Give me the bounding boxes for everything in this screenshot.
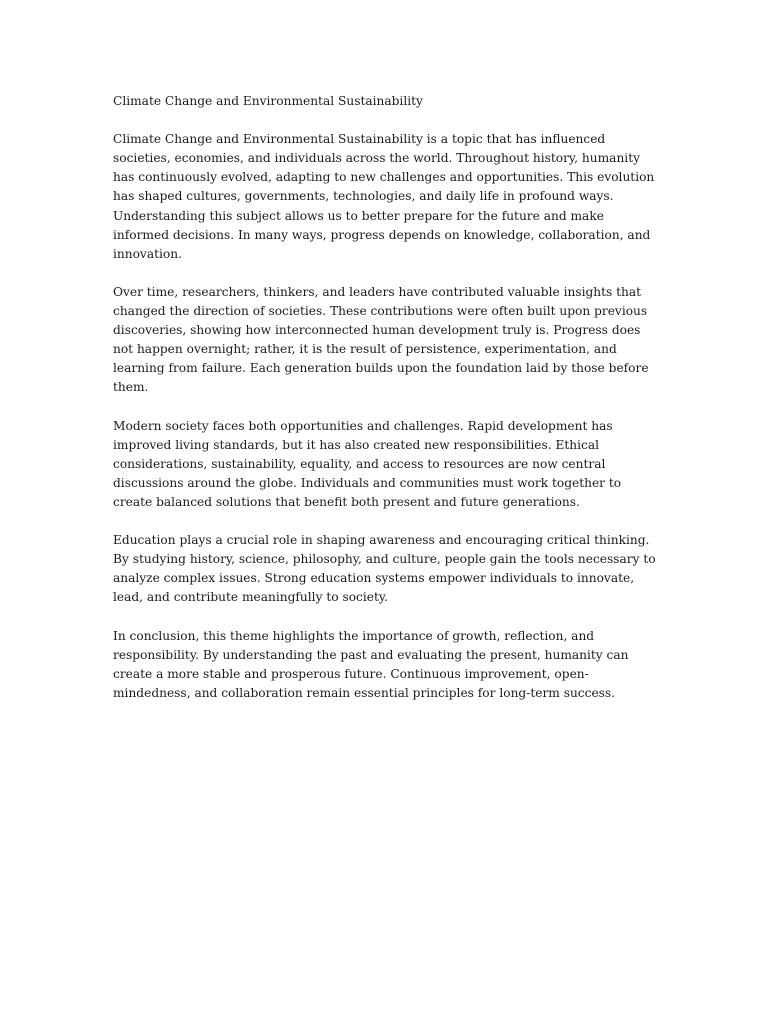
paragraph-introduction: Climate Change and Environmental Sustainability is a topic that has influenced societies, economies, and individuals across the world. Throughout history, humanity has continuously evolved, adapting to new challenges and opportunities. This evolution has shaped cultures, governments, technologies, and daily life in profound ways. Understanding this subject allows us to better prepare for the future and make informed decisions. In many ways, progress depends on knowledge, collaboration, and innovation. <box>113 132 655 261</box>
document-title: Climate Change and Environmental Sustainability <box>113 94 423 108</box>
paragraph-conclusion: In conclusion, this theme highlights the importance of growth, reflection, and responsibility. By understanding the past and evaluating the present, humanity can create a more stable and prosperous future. Continuous improvement, open-mindedness, and collaboration remain essential principles for long-term success. <box>113 628 629 700</box>
paragraph-modern-society: Modern society faces both opportunities and challenges. Rapid development has improved living standards, but it has also created new responsibilities. Ethical considerations, sustainability, equality, and access to resources are now central discussions around the globe. Individuals and communities must work together to create balanced solutions that benefit both present and future generations. <box>113 418 622 509</box>
paragraph-education: Education plays a crucial role in shaping awareness and encouraging critical thinking. By studying history, science, philosophy, and culture, people gain the tools necessary to analyze complex issues. Strong education systems empower individuals to innovate, lead, and contribute meaningfully to society. <box>113 533 656 605</box>
document-body <box>113 92 658 722</box>
paragraph-contributions: Over time, researchers, thinkers, and leaders have contributed valuable insights that changed the direction of societies. These contributions were often built upon previous discoveries, showing how interconnected human development truly is. Progress does not happen overnight; rather, it is the result of persistence, experimentation, and learning from failure. Each generation builds upon the foundation laid by those before them. <box>113 284 649 395</box>
